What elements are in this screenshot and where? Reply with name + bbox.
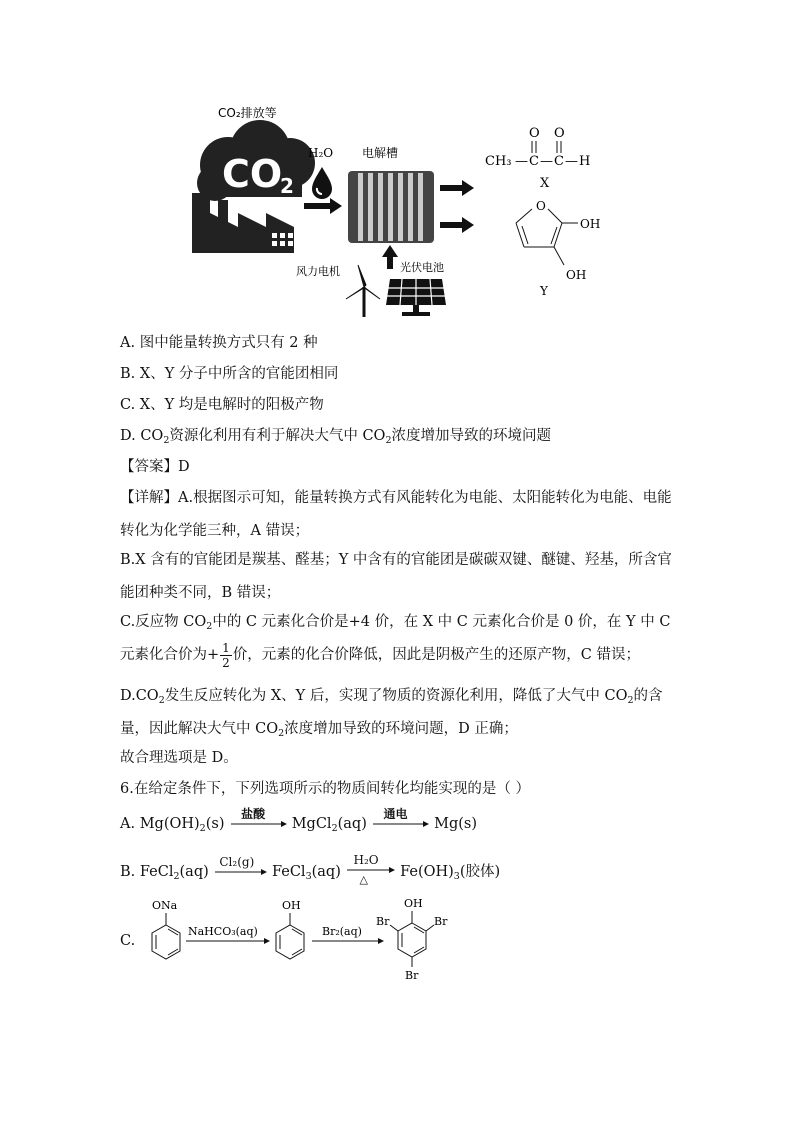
water-label: H₂O xyxy=(308,146,334,160)
analysis-d-sub-3: 2 xyxy=(278,728,285,739)
q6-c-br1: Br xyxy=(376,915,390,928)
analysis-c-text-1: C.反应物 CO xyxy=(120,614,207,630)
option-d-text-1: D. CO xyxy=(120,428,164,444)
q6-a-start: A. Mg(OH) xyxy=(120,816,200,832)
q6-c-br3: Br xyxy=(405,969,419,982)
q6-b-cond2-heat: △ xyxy=(359,873,368,886)
q6-b-arrow2 xyxy=(345,853,395,886)
svg-text:—: — xyxy=(515,154,528,169)
x-c1: C xyxy=(529,154,539,169)
solar-label: 光伏电池 xyxy=(400,261,444,274)
q6-a-arrow1 xyxy=(229,807,287,834)
q6-c-cond1: NaHCO₃(aq) xyxy=(188,925,258,938)
up-arrow-icon xyxy=(382,245,398,269)
q6-b-start: B. FeCl xyxy=(120,864,174,880)
analysis-c xyxy=(120,606,680,672)
fraction xyxy=(220,641,232,670)
analysis-c-sub: 2 xyxy=(206,621,213,632)
analysis-d-text-4: 浓度增加导致的环境问题，D 正确； xyxy=(284,721,518,737)
q6-b-end: Fe(OH) xyxy=(400,864,454,880)
fraction-den: 2 xyxy=(222,655,230,670)
solar-panel-icon xyxy=(386,279,446,316)
analysis-d-sub-1: 2 xyxy=(158,695,165,706)
option-d-sub-1: 2 xyxy=(163,435,170,446)
option-d-text-3: 浓度增加导致的环境问题 xyxy=(391,428,551,444)
q6-a-mid-sub: 2 xyxy=(331,823,338,834)
analysis-a: 【详解】A.根据图示可知，能量转换方式有风能转化为电能、太阳能转化为电能、电能转化为化学能三种，A 错误； xyxy=(120,490,672,539)
q6-b-mid-state: (aq) xyxy=(311,864,341,880)
q6-stem: 6.在给定条件下，下列选项所示的物质间转化均能实现的是（ ） xyxy=(120,781,530,797)
q6-a-mid-state: (aq) xyxy=(337,816,367,832)
q6-a-state: (s) xyxy=(205,816,225,832)
q6-c-cond2: Br₂(aq) xyxy=(322,925,362,938)
q6-b-state: (aq) xyxy=(179,864,209,880)
q6-b-end-state: (胶体) xyxy=(459,864,501,880)
wind-turbine-icon xyxy=(346,265,380,317)
x-label: X xyxy=(540,176,550,191)
x-o1: O xyxy=(529,126,540,141)
x-c2: C xyxy=(554,154,564,169)
q6-a-cond2: 通电 xyxy=(383,807,408,821)
cell-label: 电解槽 xyxy=(362,146,399,160)
svg-text:—: — xyxy=(565,154,578,169)
q6-option-b[interactable] xyxy=(120,853,501,886)
q6-a-sub: 2 xyxy=(199,823,206,834)
analysis-d-text-1: D.CO xyxy=(120,688,159,704)
factory-icon xyxy=(192,193,294,253)
analysis-d-text-2: 发生反应转化为 X、Y 后，实现了物质的资源化利用，降低了大气中 CO xyxy=(164,688,628,704)
q6-c-ona: ONa xyxy=(152,899,178,912)
y-oh-bottom: OH xyxy=(566,268,587,282)
co2-caption: CO₂排放等 xyxy=(218,106,277,120)
svg-text:—: — xyxy=(540,154,553,169)
analysis-d-text-3: 的含量，因此解决大气中 CO xyxy=(120,688,663,737)
q6-b-cond2: H₂O xyxy=(353,853,379,867)
analysis-conclusion: 故合理选项是 D。 xyxy=(120,750,238,766)
x-ch3: CH₃ xyxy=(485,154,512,169)
q6-option-c[interactable] xyxy=(120,895,480,985)
q6-b-end-sub: 3 xyxy=(453,871,460,882)
molecule-y xyxy=(516,199,600,298)
option-d-sub-2: 2 xyxy=(385,435,392,446)
co2-big-text: CO xyxy=(222,152,283,196)
q6-b-cond1: Cl₂(g) xyxy=(219,855,255,869)
analysis-c-text-3: 价，元素的化合价降低，因此是阴极产生的还原产物，C 错误； xyxy=(232,647,640,663)
q6-a-cond1: 盐酸 xyxy=(241,807,266,821)
q6-b-mid: FeCl xyxy=(271,864,306,880)
q6-c-scheme xyxy=(140,895,480,985)
q6-c-label: C. xyxy=(120,933,136,949)
analysis-d-sub-2: 2 xyxy=(627,695,634,706)
x-h: H xyxy=(579,154,591,169)
y-oh-top: OH xyxy=(580,217,601,231)
electrolysis-cell-icon xyxy=(348,171,434,243)
analysis-b: B.X 含有的官能团是羰基、醛基；Y 中含有的官能团是碳碳双键、醚键、羟基，所含官能团种类不同，B 错误； xyxy=(120,552,672,601)
wind-label: 风力电机 xyxy=(296,265,340,278)
electrolysis-figure xyxy=(180,95,640,325)
q6-option-a[interactable] xyxy=(120,807,477,834)
x-o2: O xyxy=(554,126,565,141)
option-a[interactable]: A. 图中能量转换方式只有 2 种 xyxy=(120,335,318,351)
q6-a-end: Mg(s) xyxy=(434,816,477,832)
y-ring-o: O xyxy=(536,199,546,213)
option-d[interactable] xyxy=(120,426,551,446)
q6-c-oh: OH xyxy=(282,899,301,912)
q6-b-arrow1 xyxy=(213,855,267,882)
analysis-c-text-2: 中的 C 元素化合价是+4 价，在 X 中 C 元素化合价是 0 价，在 Y 中 C 元素化合价为+ xyxy=(120,614,671,663)
molecule-x xyxy=(485,126,590,191)
output-arrow-y-icon xyxy=(440,217,474,233)
answer: 【答案】D xyxy=(120,459,190,475)
output-arrow-x-icon xyxy=(440,180,474,196)
analysis-d xyxy=(120,680,680,746)
q6-b-mid-sub: 3 xyxy=(305,871,312,882)
fraction-num: 1 xyxy=(222,640,230,655)
q6-c-oh2: OH xyxy=(404,897,423,910)
q6-a-arrow2 xyxy=(371,807,429,834)
q6-a-mid: MgCl xyxy=(291,816,332,832)
option-b[interactable]: B. X、Y 分子中所含的官能团相同 xyxy=(120,366,339,382)
q6-c-br2: Br xyxy=(434,915,448,928)
input-arrow-icon xyxy=(304,198,342,214)
co2-big-sub: 2 xyxy=(280,174,294,198)
option-d-text-2: 资源化利用有利于解决大气中 CO xyxy=(169,428,386,444)
option-c[interactable]: C. X、Y 均是电解时的阳极产物 xyxy=(120,397,324,413)
q6-b-sub: 2 xyxy=(173,871,180,882)
y-label: Y xyxy=(540,284,548,298)
